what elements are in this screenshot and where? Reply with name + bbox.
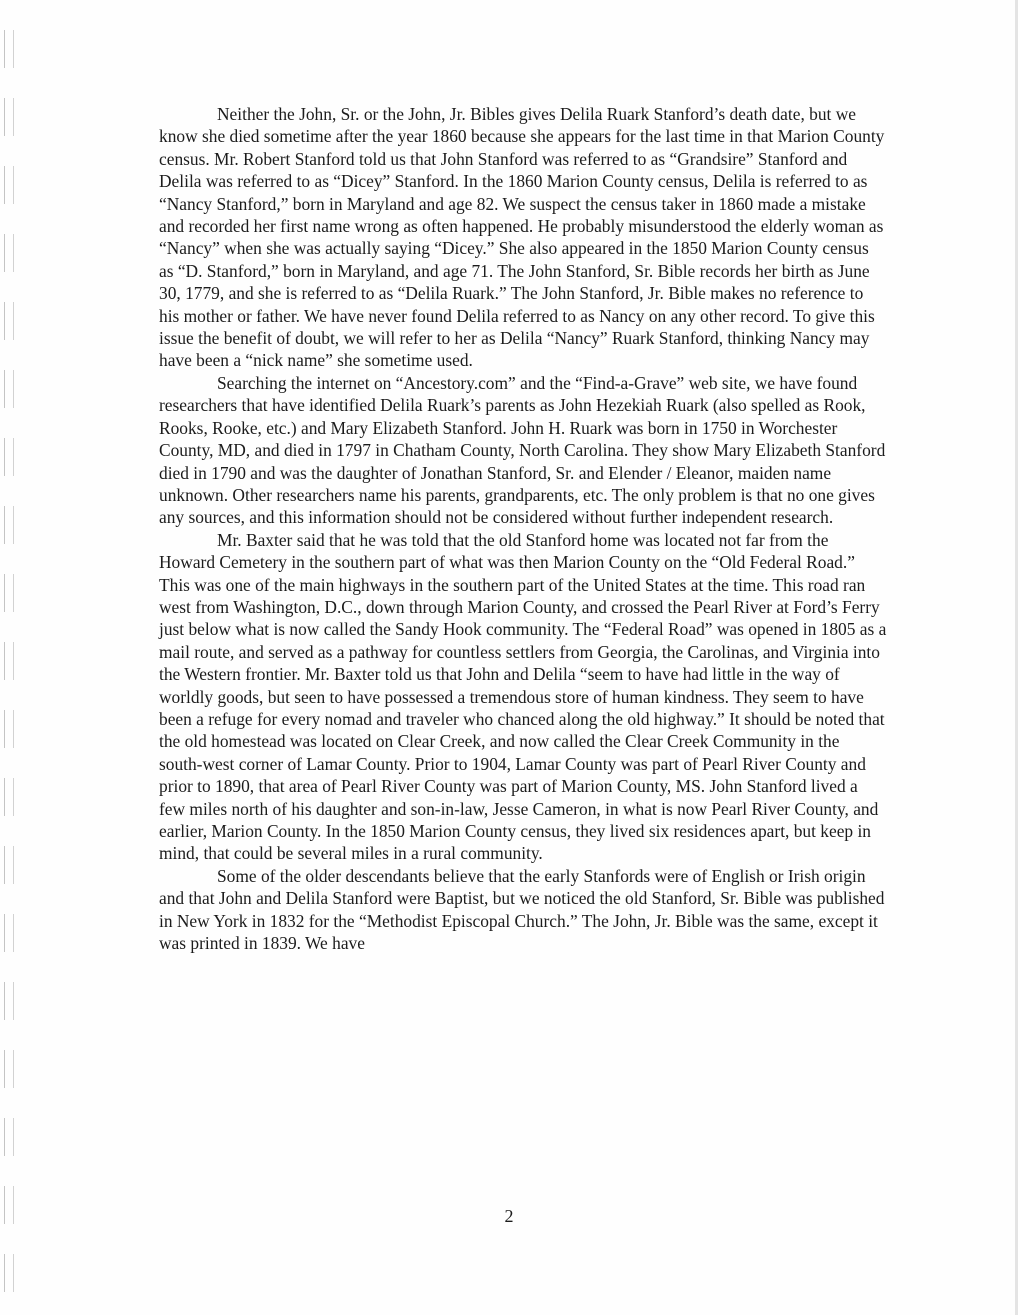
binder-mark xyxy=(4,506,14,544)
binder-mark xyxy=(4,30,14,68)
binder-mark xyxy=(4,642,14,680)
binder-mark xyxy=(4,914,14,952)
binder-mark xyxy=(4,98,14,136)
page-number: 2 xyxy=(504,1206,514,1226)
paragraph-delila-death: Neither the John, Sr. or the John, Jr. Bibles gives Delila Ruark Stanford’s death date, but we know she died sometime after the year 1860 because she appears for the last time in that Marion County census. Mr. Robert Stanford told us that John Stanford was referred to as “Grandsire” Stanford and Delila was referred to as “Dicey” Stanford. In the 1860 Marion County census, Delila is referred to as “Nancy Stanford,” born in Maryland and age 82. We suspect the census taker in 1860 made a mistake and recorded her first name wrong as often happened. He probably misunderstood the elderly woman as “Nancy” when she was actually saying “Dicey.” She also appeared in the 1850 Marion County census as “D. Stanford,” born in Maryland, and age 71. The John Stanford, Sr. Bible records her birth as June 30, 1779, and she is referred to as “Delila Ruark.” The John Stanford, Jr. Bible makes no reference to his mother or father. We have never found Delila referred to as Nancy on any other record. To give this issue the benefit of doubt, we will refer to her as Delila “Nancy” Ruark Stanford, thinking Nancy may have been a “nick name” she sometime used. xyxy=(159,104,885,371)
binder-mark xyxy=(4,370,14,408)
body-text xyxy=(159,103,887,954)
binder-mark xyxy=(4,166,14,204)
binder-hole-marks xyxy=(4,30,18,1300)
binder-mark xyxy=(4,438,14,476)
binder-mark xyxy=(4,1254,14,1292)
binder-mark xyxy=(4,710,14,748)
binder-mark xyxy=(4,982,14,1020)
binder-mark xyxy=(4,574,14,612)
binder-mark xyxy=(4,846,14,884)
paragraph-stanford-home: Mr. Baxter said that he was told that the old Stanford home was located not far from the Howard Cemetery in the southern part of what was then Marion County on the “Old Federal Road.” This was one of the main highways in the southern part of the United States at the time. This road ran west from Washington, D.C., down through Marion County, and crossed the Pearl River at Ford’s Ferry just below what is now called the Sandy Hook community. The “Federal Road” was opened in 1805 as a mail route, and served as a pathway for countless settlers from Georgia, the Carolinas, and Virginia into the Western frontier. Mr. Baxter told us that John and Delila “seem to have had little in the way of worldly goods, but seen to have possessed a tremendous store of human kindness. They seem to have been a refuge for every nomad and traveler who chanced along the old highway.” It should be noted that the old homestead was located on Clear Creek, and now called the Clear Creek Community in the south-west corner of Lamar County. Prior to 1904, Lamar County was part of Pearl River County and prior to 1890, that area of Pearl River County was part of Marion County, MS. John Stanford lived a few miles north of his daughter and son-in-law, Jesse Cameron, in what is now Pearl River County, and earlier, Marion County. In the 1850 Marion County census, they lived six residences apart, but keep in mind, that could be several miles in a rural community. xyxy=(159,529,887,864)
binder-mark xyxy=(4,1118,14,1156)
binder-mark xyxy=(4,1050,14,1088)
binder-mark xyxy=(4,778,14,816)
binder-mark xyxy=(4,302,14,340)
binder-mark xyxy=(4,234,14,272)
paragraph-religion-origin: Some of the older descendants believe that the early Stanfords were of English or Irish origin and that John and Delila Stanford were Baptist, but we noticed the old Stanford, Sr. Bible was published in New York in 1832 for the “Methodist Episcopal Church.” The John, Jr. Bible was the same, except it was printed in 1839. We have xyxy=(159,865,885,954)
paragraph-ruark-parents: Searching the internet on “Ancestory.com” and the “Find-a-Grave” web site, we have found researchers that have identified Delila Ruark’s parents as John Hezekiah Ruark (also spelled as Rook, Rooks, Rooke, etc.) and Mary Elizabeth Stanford. John H. Ruark was born in 1750 in Worchester County, MD, and died in 1797 in Chatham County, North Carolina. They show Mary Elizabeth Stanford died in 1790 and was the daughter of Jonathan Stanford, Sr. and Elender / Eleanor, maiden name unknown. Other researchers name his parents, grandparents, etc. The only problem is that no one gives any sources, and this information should not be considered without further independent research. xyxy=(159,372,886,528)
